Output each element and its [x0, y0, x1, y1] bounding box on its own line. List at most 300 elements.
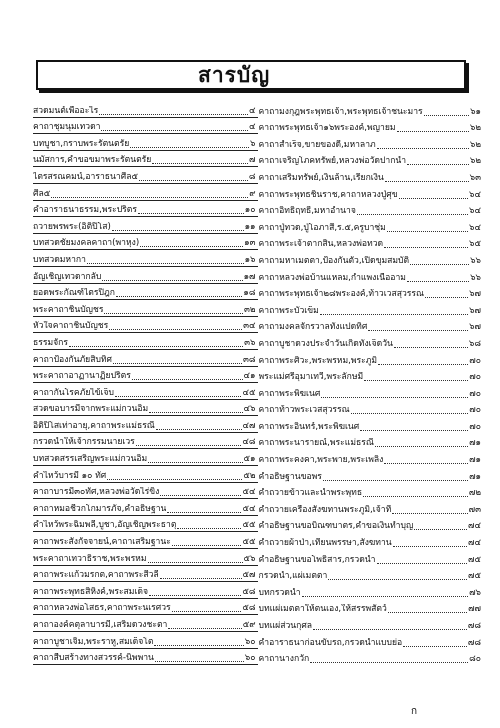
toc-row	[33, 167, 481, 184]
toc-entry-right	[258, 649, 482, 666]
table-of-contents	[33, 101, 481, 665]
toc-entry-title: คาถาหมอชีวกโกมารภัจ,คำอธิษฐาน	[33, 503, 167, 514]
toc-row	[33, 151, 481, 168]
toc-entry-title: คาถาพระอินทร์,พระพิฆเนศ	[258, 421, 360, 432]
toc-entry-left	[33, 416, 258, 433]
dot-leader	[384, 247, 468, 248]
toc-row	[33, 300, 481, 317]
toc-entry-right	[258, 367, 482, 384]
toc-entry-page-number: ๔	[248, 122, 256, 133]
toc-entry-left	[33, 400, 258, 417]
dot-leader	[115, 396, 241, 397]
toc-entry-title: คาถาองค์คตุลาบารมี,เสริมดวงชะตา	[33, 620, 168, 630]
toc-entry-page-number: ๖๒	[469, 123, 481, 134]
toc-row	[33, 416, 481, 433]
toc-entry-page-number: ๔๕	[242, 387, 256, 398]
dot-leader	[102, 280, 242, 281]
toc-entry-left	[33, 184, 258, 201]
toc-entry-title: คาถาพระนารายณ์,พระแม่ธรณี	[258, 438, 374, 449]
toc-entry-page-number: ๑๖	[244, 254, 256, 265]
toc-entry-right	[258, 151, 482, 168]
toc-entry-left	[33, 499, 258, 516]
toc-entry-title: กรวดน้ำให้เจ้ากรรมนายเวร	[33, 437, 135, 448]
dot-leader	[363, 496, 468, 497]
toc-entry-right	[258, 234, 482, 251]
toc-entry-right	[258, 118, 482, 135]
dot-leader	[407, 164, 469, 165]
dot-leader	[393, 546, 467, 547]
toc-row	[33, 466, 481, 483]
toc-entry-title: คาถาบูชาดวงประจำวันเกิดทั้งเจ็ดวัน	[258, 338, 393, 349]
toc-entry-left	[33, 333, 258, 350]
toc-entry-page-number: ๖๘	[468, 338, 481, 349]
dot-leader	[368, 330, 468, 331]
toc-entry-page-number: ๕๖	[243, 553, 256, 564]
toc-entry-title: คาถาปู่ทวด,ปู่โอภาสี,ร.๕,ครูบาชุ่ม	[258, 222, 386, 233]
dot-leader	[328, 579, 467, 580]
toc-entry-left	[33, 234, 258, 251]
dot-leader	[407, 281, 469, 282]
toc-entry-left	[33, 101, 258, 118]
toc-entry-page-number: ๕๗	[242, 570, 256, 581]
toc-entry-page-number: ๑๑	[244, 221, 256, 232]
dot-leader	[107, 479, 242, 480]
toc-entry-title: คำถวายผ้าป่า,เทียนพรรษา,สังฆทาน	[258, 538, 392, 549]
dot-leader	[385, 181, 469, 182]
toc-entry-right	[258, 599, 482, 616]
toc-entry-page-number: ๗๑	[469, 455, 481, 466]
toc-entry-left	[33, 201, 258, 218]
toc-row	[33, 118, 481, 135]
toc-row	[33, 549, 481, 566]
toc-entry-left	[33, 516, 258, 533]
toc-row	[33, 234, 481, 251]
title-box	[36, 60, 466, 90]
dot-leader	[424, 115, 469, 116]
toc-row	[33, 217, 481, 234]
toc-entry-page-number: ๖๔	[469, 222, 481, 233]
toc-entry-page-number: ๓๒	[243, 304, 256, 315]
toc-entry-page-number: ๔๘	[242, 437, 256, 448]
toc-entry-left	[33, 483, 258, 500]
toc-entry-title: พระคาถาอาฏานาฏิยปริตร	[33, 371, 131, 382]
toc-entry-title: บทสวดสรรเสริญพระแม่กวนอิม	[33, 454, 148, 465]
toc-entry-title: คาถาพระสังกัจจายน์,คาถาเสริมฐานะ	[33, 537, 171, 548]
toc-row	[33, 582, 481, 599]
toc-entry-right	[258, 532, 482, 549]
toc-entry-left	[33, 632, 258, 649]
toc-entry-title: คาถาพระศิวะ,พระพรหม,พระภูมิ	[258, 355, 378, 366]
toc-entry-page-number: ๖๐	[244, 653, 256, 664]
toc-entry-title: บทกรวดน้ำ	[258, 587, 301, 598]
toc-entry-title: อิติปิโสเท่าอายุ,คาถาพระแม่ธรณี	[33, 420, 155, 431]
toc-entry-title: ถวายพรพระ(อิติปิโส)	[33, 221, 111, 232]
toc-entry-left	[33, 615, 258, 632]
toc-entry-left	[33, 250, 258, 267]
dot-leader	[113, 363, 242, 364]
toc-entry-right	[258, 333, 482, 350]
dot-leader	[387, 231, 468, 232]
toc-entry-title: พระแม่ศรีอุมาเทวี,พระลักษมี	[258, 372, 364, 383]
dot-leader	[403, 646, 467, 647]
page-mark: ก	[411, 706, 418, 717]
toc-row	[33, 649, 481, 666]
dot-leader	[392, 513, 467, 514]
dot-leader	[109, 329, 242, 330]
toc-row	[33, 284, 481, 301]
toc-entry-page-number: ๗๑	[469, 438, 481, 449]
toc-entry-title: นมัสการ,คำขอขมาพระรัตนตรัย	[33, 155, 152, 166]
toc-entry-title: กรวดน้ำ,แผ่เมตตา	[258, 571, 328, 582]
toc-entry-page-number: ๖๔	[469, 206, 481, 217]
toc-entry-left	[33, 433, 258, 450]
dot-leader	[112, 230, 244, 231]
dot-leader	[149, 595, 241, 596]
toc-entry-left	[33, 599, 258, 616]
dot-leader	[172, 545, 242, 546]
dot-leader	[321, 397, 468, 398]
toc-entry-left	[33, 532, 258, 549]
toc-row	[33, 367, 481, 384]
toc-row	[33, 566, 481, 583]
toc-entry-right	[258, 267, 482, 284]
toc-row	[33, 317, 481, 334]
toc-entry-title: คาถาท้าวพระเวสสุวรรณ	[258, 405, 350, 416]
dot-leader	[160, 495, 241, 496]
toc-entry-page-number: ๖๖	[470, 272, 481, 283]
toc-entry-title: บทแผ่เมตตาให้ตนเอง,ให้สรรพสัตว์	[258, 604, 387, 615]
toc-entry-title: คำถวายข้าวและน้ำพระพุทธ	[258, 488, 363, 499]
toc-row	[33, 350, 481, 367]
dot-leader	[399, 198, 468, 199]
toc-entry-left	[33, 582, 258, 599]
toc-entry-right	[258, 449, 482, 466]
toc-entry-title: คาถากันโรคภัยไข้เจ็บ	[33, 387, 114, 398]
toc-entry-title: คาถาพระพุทธเจ้า๑๖พระองค์,พญายม	[258, 123, 396, 134]
dot-leader	[167, 512, 241, 513]
toc-entry-title: คาถาอิทธิฤทธิ์,มหาอำนาจ	[258, 206, 356, 217]
toc-entry-title: คาถาป้องกันภัยสิบทิศ	[33, 354, 113, 365]
toc-entry-title: ธรรมจักร	[33, 337, 68, 348]
toc-entry-right	[258, 582, 482, 599]
toc-entry-right	[258, 383, 482, 400]
dot-leader	[394, 347, 468, 348]
toc-entry-left	[33, 217, 258, 234]
toc-entry-right	[258, 632, 482, 649]
dot-leader	[101, 130, 248, 131]
toc-entry-title: คาถาหลวงพ่อโสธร,คาถาพระนเรศวร	[33, 603, 171, 614]
toc-entry-page-number: ๕๕	[242, 520, 256, 531]
toc-row	[33, 615, 481, 632]
toc-entry-page-number: ๗๒	[468, 488, 481, 499]
dot-leader	[87, 263, 244, 264]
toc-entry-page-number: ๔	[248, 105, 256, 116]
toc-entry-page-number: ๗๑	[469, 471, 481, 482]
dot-leader	[320, 314, 468, 315]
toc-entry-left	[33, 317, 258, 334]
toc-entry-page-number: ๖๔	[469, 189, 481, 200]
toc-entry-title: บทสวดชัยมงคลคาถา(พาหุง)	[33, 238, 140, 249]
dot-leader	[148, 562, 243, 563]
dot-leader	[132, 379, 243, 380]
toc-entry-title: ยอดพระกัณฑ์ไตรปิฎก	[33, 288, 115, 299]
toc-entry-left	[33, 367, 258, 384]
toc-entry-page-number: ๗๐	[469, 372, 481, 383]
toc-entry-page-number: ๕๘	[242, 586, 256, 597]
toc-row	[33, 383, 481, 400]
toc-entry-page-number: ๑๐	[244, 205, 256, 216]
toc-entry-title: คาถาบารมี๓๐ทัศ,หลวงพ่อวัดไร่ขิง	[33, 487, 160, 498]
toc-entry-right	[258, 400, 482, 417]
toc-entry-page-number: ๗๘	[467, 621, 481, 631]
toc-entry-left	[33, 350, 258, 367]
toc-entry-page-number: ๖๗	[469, 305, 481, 316]
toc-entry-title: หัวใจคาถาชินบัญชร	[33, 321, 109, 332]
toc-entry-title: คาถาพระเจ้าตากสิน,หลวงพ่อทวด	[258, 239, 384, 250]
toc-row	[33, 599, 481, 616]
toc-entry-page-number: ๖๒	[469, 139, 481, 150]
toc-entry-left	[33, 466, 258, 483]
dot-leader	[140, 246, 243, 247]
toc-row	[33, 632, 481, 649]
toc-entry-right	[258, 466, 482, 483]
toc-entry-title: คาถาชุมนุมเทวดา	[33, 122, 101, 133]
toc-entry-page-number: ๕๘	[242, 603, 256, 614]
toc-entry-title: คาถาสำเร็จ,ขายของดี,มหาลาภ	[258, 139, 376, 150]
toc-entry-page-number: ๗๗	[468, 604, 481, 615]
toc-entry-page-number: ๓๘	[242, 354, 256, 365]
toc-entry-page-number: ๗๓	[468, 504, 481, 515]
toc-entry-left	[33, 383, 258, 400]
toc-row	[33, 483, 481, 500]
toc-row	[33, 333, 481, 350]
toc-entry-title: คาถาพระพิฆเนศ	[258, 388, 321, 399]
toc-entry-title: คำไหว้บารมี ๑๐ ทัศ	[33, 470, 107, 481]
toc-entry-page-number: ๘	[248, 171, 256, 182]
toc-entry-title: คาถาพระพุทธสิหิงค์,พระสมเด็จ	[33, 586, 149, 597]
dot-leader	[357, 214, 468, 215]
toc-entry-right	[258, 433, 482, 450]
dot-leader	[155, 661, 244, 662]
dot-leader	[414, 529, 467, 530]
toc-entry-title: สวดมนต์เพื่ออะไร	[33, 105, 99, 116]
toc-row	[33, 433, 481, 450]
toc-entry-title: คำอาราธนาก่อนขับรถ,กรวดน้ำแบบย่อ	[258, 637, 403, 648]
dot-leader	[104, 313, 243, 314]
toc-entry-title: คาถาพระพุทธชินราช,คาถาหลวงปู่ศุข	[258, 189, 398, 200]
dot-leader	[384, 463, 468, 464]
toc-entry-title: คาถาหลวงพ่อบ้านแหลม,กำแพงเนื้ออาม	[258, 272, 406, 283]
toc-entry-left	[33, 284, 258, 301]
toc-entry-page-number: ๗๘	[467, 637, 481, 648]
toc-entry-title: ไตรสรณคมน์,อาราธนาศีล๕	[33, 171, 138, 182]
dot-leader	[375, 446, 468, 447]
dot-leader	[313, 629, 467, 630]
toc-entry-title: บทแผ่ส่วนกุศล	[258, 621, 313, 631]
dot-leader	[302, 596, 469, 597]
dot-leader	[177, 528, 241, 529]
toc-entry-right	[258, 134, 482, 151]
toc-entry-page-number: ๑๓	[244, 238, 256, 249]
toc-entry-page-number: ๖	[250, 138, 256, 149]
toc-entry-title: คำไหว้พระฉิมพลี,บูชา,อัญเชิญพระธาตุ	[33, 520, 177, 531]
toc-entry-page-number: ๔๖	[243, 404, 256, 415]
dot-leader	[138, 213, 244, 214]
toc-entry-page-number: ๗๕	[468, 554, 481, 565]
dot-leader	[99, 114, 248, 115]
toc-entry-title: คาถาพระแก้วมรกต,คาถาพระสีวลี	[33, 570, 159, 581]
toc-entry-title: คาถามหาเมตตา,ป้องกันตัว,เปิดขุมสมบัติ	[258, 255, 410, 266]
toc-entry-page-number: ๕๒	[243, 470, 256, 481]
toc-entry-title: คำอาราธนาธรรม,พระปริตร	[33, 205, 137, 216]
dot-leader	[410, 264, 469, 265]
dot-leader	[168, 628, 241, 629]
toc-entry-page-number: ๖๓	[469, 172, 481, 183]
toc-entry-left	[33, 300, 258, 317]
toc-entry-page-number: ๕๕	[242, 537, 256, 548]
toc-entry-page-number: ๑๗	[243, 271, 256, 282]
dot-leader	[172, 611, 242, 612]
toc-entry-right	[258, 201, 482, 218]
toc-entry-page-number: ๘๐	[469, 654, 481, 665]
toc-entry-left	[33, 134, 258, 151]
toc-entry-page-number: ๖๗	[469, 289, 481, 300]
toc-row	[33, 449, 481, 466]
toc-entry-right	[258, 167, 482, 184]
toc-entry-title: คาถาพระพุทธเจ้า๒๘พระองค์,ท้าวเวสสุวรรณ	[258, 289, 425, 300]
toc-entry-right	[258, 217, 482, 234]
toc-entry-page-number: ๕๑	[243, 454, 256, 465]
toc-entry-right	[258, 499, 482, 516]
toc-entry-page-number: ๖๒	[469, 156, 481, 167]
dot-leader	[397, 131, 469, 132]
toc-entry-page-number: ๑๘	[243, 288, 256, 299]
toc-entry-left	[33, 167, 258, 184]
toc-entry-title: พระคาถาชินบัญชร	[33, 304, 104, 315]
toc-entry-page-number: ๖๐	[244, 636, 256, 647]
toc-entry-page-number: ๗๔	[468, 521, 481, 532]
toc-entry-right	[258, 300, 482, 317]
toc-entry-page-number: ๓๔	[243, 321, 256, 332]
toc-entry-title: คาถาพระคงคา,พระพาย,พระเพลิง	[258, 455, 384, 466]
toc-row	[33, 267, 481, 284]
toc-row	[33, 250, 481, 267]
toc-entry-page-number: ๓๖	[244, 337, 256, 348]
toc-entry-page-number: ๗	[249, 155, 256, 166]
dot-leader	[160, 578, 242, 579]
toc-entry-title: คาถามงคลจักรวาลทั้งแปดทิศ	[258, 322, 368, 333]
dot-leader	[51, 197, 248, 198]
dot-leader	[360, 430, 468, 431]
toc-entry-right	[258, 615, 482, 632]
toc-entry-right	[258, 184, 482, 201]
toc-entry-page-number: ๗๐	[469, 388, 481, 399]
toc-entry-title: อัญเชิญเทวดากลับ	[33, 271, 102, 282]
dot-leader	[139, 180, 248, 181]
toc-entry-title: คาถามงกุฎพระพุทธเจ้า,พระพุทธเจ้าชนะมาร	[258, 106, 423, 117]
dot-leader	[378, 364, 468, 365]
toc-entry-left	[33, 151, 258, 168]
toc-entry-title: บทสวดมหากา	[33, 254, 86, 265]
toc-entry-right	[258, 284, 482, 301]
toc-entry-title: คาถาเจริญโภคทรัพย์,หลวงพ่อวัดปากน้ำ	[258, 156, 407, 167]
toc-entry-title: คำอธิษฐานขอพร	[258, 471, 322, 482]
dot-leader	[377, 563, 468, 564]
toc-entry-left	[33, 449, 258, 466]
toc-row	[33, 516, 481, 533]
toc-entry-title: สวดขอบารมีจากพระแม่กวนอิม	[33, 404, 149, 415]
dot-leader	[388, 612, 467, 613]
toc-entry-right	[258, 350, 482, 367]
toc-entry-page-number: ๗๐	[469, 421, 481, 432]
toc-entry-title: คาถาบูชาเจิม,พระราหู,สมเด็จโต	[33, 636, 154, 647]
toc-entry-page-number: ๗๐	[469, 355, 481, 366]
toc-entry-title: คำถวายเครื่องสังฆทานพระภูมิ,เจ้าที่	[258, 504, 392, 515]
toc-row	[33, 101, 481, 118]
toc-entry-title: ศีล๕	[33, 188, 51, 199]
toc-entry-page-number: ๗๐	[469, 405, 481, 416]
toc-entry-page-number: ๖๕	[469, 239, 481, 250]
toc-entry-page-number: ๖๑	[470, 106, 481, 117]
dot-leader	[364, 380, 468, 381]
toc-row	[33, 499, 481, 516]
toc-entry-page-number: ๖๗	[469, 322, 481, 333]
toc-entry-right	[258, 566, 482, 583]
toc-entry-right	[258, 416, 482, 433]
dot-leader	[149, 412, 242, 413]
toc-entry-page-number: ๔๗	[242, 420, 256, 431]
dot-leader	[310, 662, 468, 663]
toc-entry-page-number: ๗๔	[468, 538, 481, 549]
dot-leader	[425, 297, 468, 298]
toc-entry-left	[33, 118, 258, 135]
toc-entry-right	[258, 516, 482, 533]
toc-entry-right	[258, 101, 482, 118]
toc-entry-left	[33, 267, 258, 284]
toc-entry-right	[258, 549, 482, 566]
toc-entry-title: คาถานางกวัก	[258, 654, 310, 665]
dot-leader	[116, 296, 242, 297]
dot-leader	[148, 462, 242, 463]
page-title: สารบัญ	[198, 62, 271, 87]
dot-leader	[136, 445, 242, 446]
toc-row	[33, 201, 481, 218]
toc-entry-page-number: ๕๙	[242, 620, 256, 630]
toc-entry-right	[258, 250, 482, 267]
dot-leader	[156, 429, 242, 430]
toc-entry-page-number: ๖๖	[470, 255, 481, 266]
toc-entry-title: คำอธิษฐานขอโพธิสาร,กรวดน้ำ	[258, 554, 376, 565]
toc-entry-page-number: ๙	[249, 188, 256, 199]
toc-entry-title: คำอธิษฐานขอบิณฑบาตร,คำขอเงินทำบุญ	[258, 521, 414, 532]
toc-entry-title: คาถาสืบสร้างทางสวรรค์-นิพพาน	[33, 653, 154, 664]
toc-row	[33, 134, 481, 151]
toc-entry-right	[258, 483, 482, 500]
toc-row	[33, 532, 481, 549]
dot-leader	[152, 163, 248, 164]
toc-entry-page-number: ๕๔	[242, 487, 256, 498]
dot-leader	[69, 346, 243, 347]
toc-entry-left	[33, 649, 258, 666]
toc-row	[33, 184, 481, 201]
toc-entry-page-number: ๗๖	[469, 587, 481, 598]
dot-leader	[377, 148, 469, 149]
toc-row	[33, 400, 481, 417]
dot-leader	[154, 645, 243, 646]
toc-entry-page-number: ๗๕	[468, 571, 481, 582]
toc-entry-left	[33, 566, 258, 583]
dot-leader	[130, 147, 249, 148]
